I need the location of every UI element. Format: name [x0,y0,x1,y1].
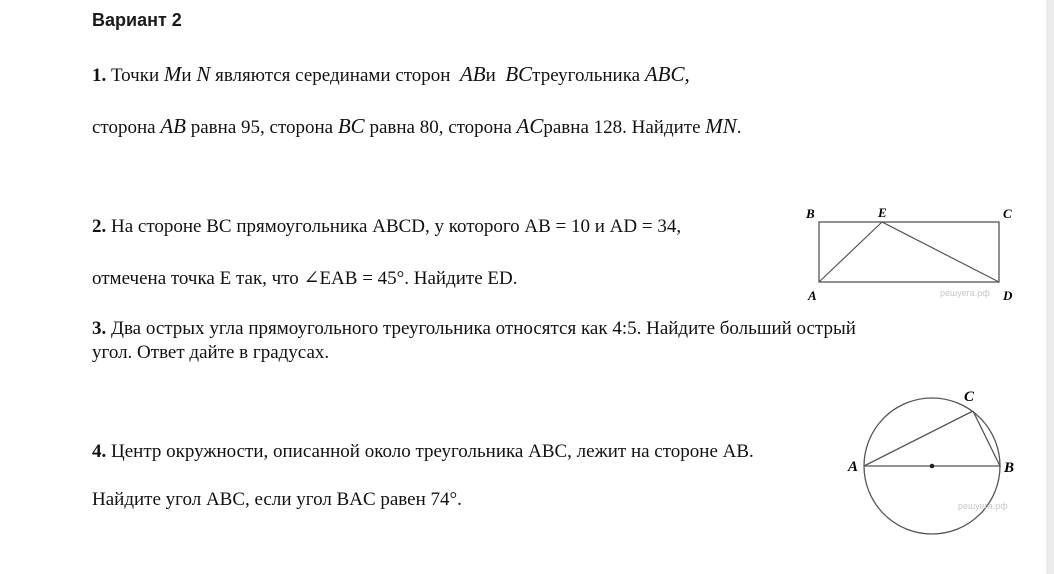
task1-l1-t1: Точки [111,65,160,86]
task1-l2-m4: MN [705,114,737,138]
center-point [930,464,935,469]
task3-number: 3. [92,318,107,339]
task1-l2-m1: AB [160,114,186,138]
segment-ae [819,222,882,282]
label-b: B [1004,460,1015,476]
task1-l2-t4: равна 128. Найдите [543,117,701,138]
task1-l2-m3: AC [516,114,544,138]
watermark-task4: решуега.рф [958,501,1008,511]
task4-line2: Найдите угол ABC, если угол BAC равен 74°. [92,489,462,510]
label-a: A [808,288,817,303]
task2-number: 2. [92,216,107,237]
task1-l1-t4: и [485,65,496,86]
task1-l1-m4: BC [505,62,533,86]
segment-ac [864,411,973,466]
task1-l2-t1: сторона [92,117,156,138]
task1-l1-t5: треугольника [532,65,641,86]
circle-figure [846,384,1036,574]
task1-l1-m2: N [196,62,211,86]
task2-line1-text: На стороне BC прямоугольника ABCD, у которого AB = 10 и AD = 34, [111,216,682,237]
task1-l1-t3: являются серединами сторон [215,65,451,86]
label-b: B [806,206,815,221]
page-edge [1046,0,1054,574]
task1-line2 [92,114,742,139]
label-d: D [1003,288,1013,303]
task3-line1-text: Два острых угла прямоугольного треугольника относятся как 4:5. Найдите больший острый [111,318,856,339]
task2-line1 [92,216,681,238]
task3-line1 [92,318,856,340]
label-c: C [1003,206,1012,221]
task1-l1-m5: ABC, [644,62,690,86]
task1-l2-m2: BC [337,114,365,138]
task1-l1-t2: и [181,65,192,86]
rectangle-abcd [819,222,999,282]
label-c: C [964,389,975,405]
label-e: E [878,205,887,220]
page-title: Вариант 2 [92,10,182,30]
task3-line2: угол. Ответ дайте в градусах. [92,342,330,363]
task4-number: 4. [92,441,107,462]
rectangle-figure [800,200,1022,304]
task4-line1-text: Центр окружности, описанной около треугольника ABC, лежит на стороне AB. [111,441,754,462]
task2-line2: отмечена точка E так, что ∠EAB = 45°. Найдите ED. [92,268,518,289]
task1-line1 [92,62,690,87]
task1-l1-m3: AB [459,62,486,86]
task4-line1 [92,441,754,463]
task1-l1-m1: M [163,62,182,86]
segment-cb [973,411,1000,466]
task1-l2-t2: равна 95, сторона [190,117,334,138]
label-a: A [848,459,859,475]
segment-ed [882,222,999,282]
watermark-task2: решуега.рф [940,288,990,298]
task1-l2-t3: равна 80, сторона [369,117,512,138]
task1-l2-t5: . [736,117,742,138]
task1-number: 1. [92,65,107,86]
